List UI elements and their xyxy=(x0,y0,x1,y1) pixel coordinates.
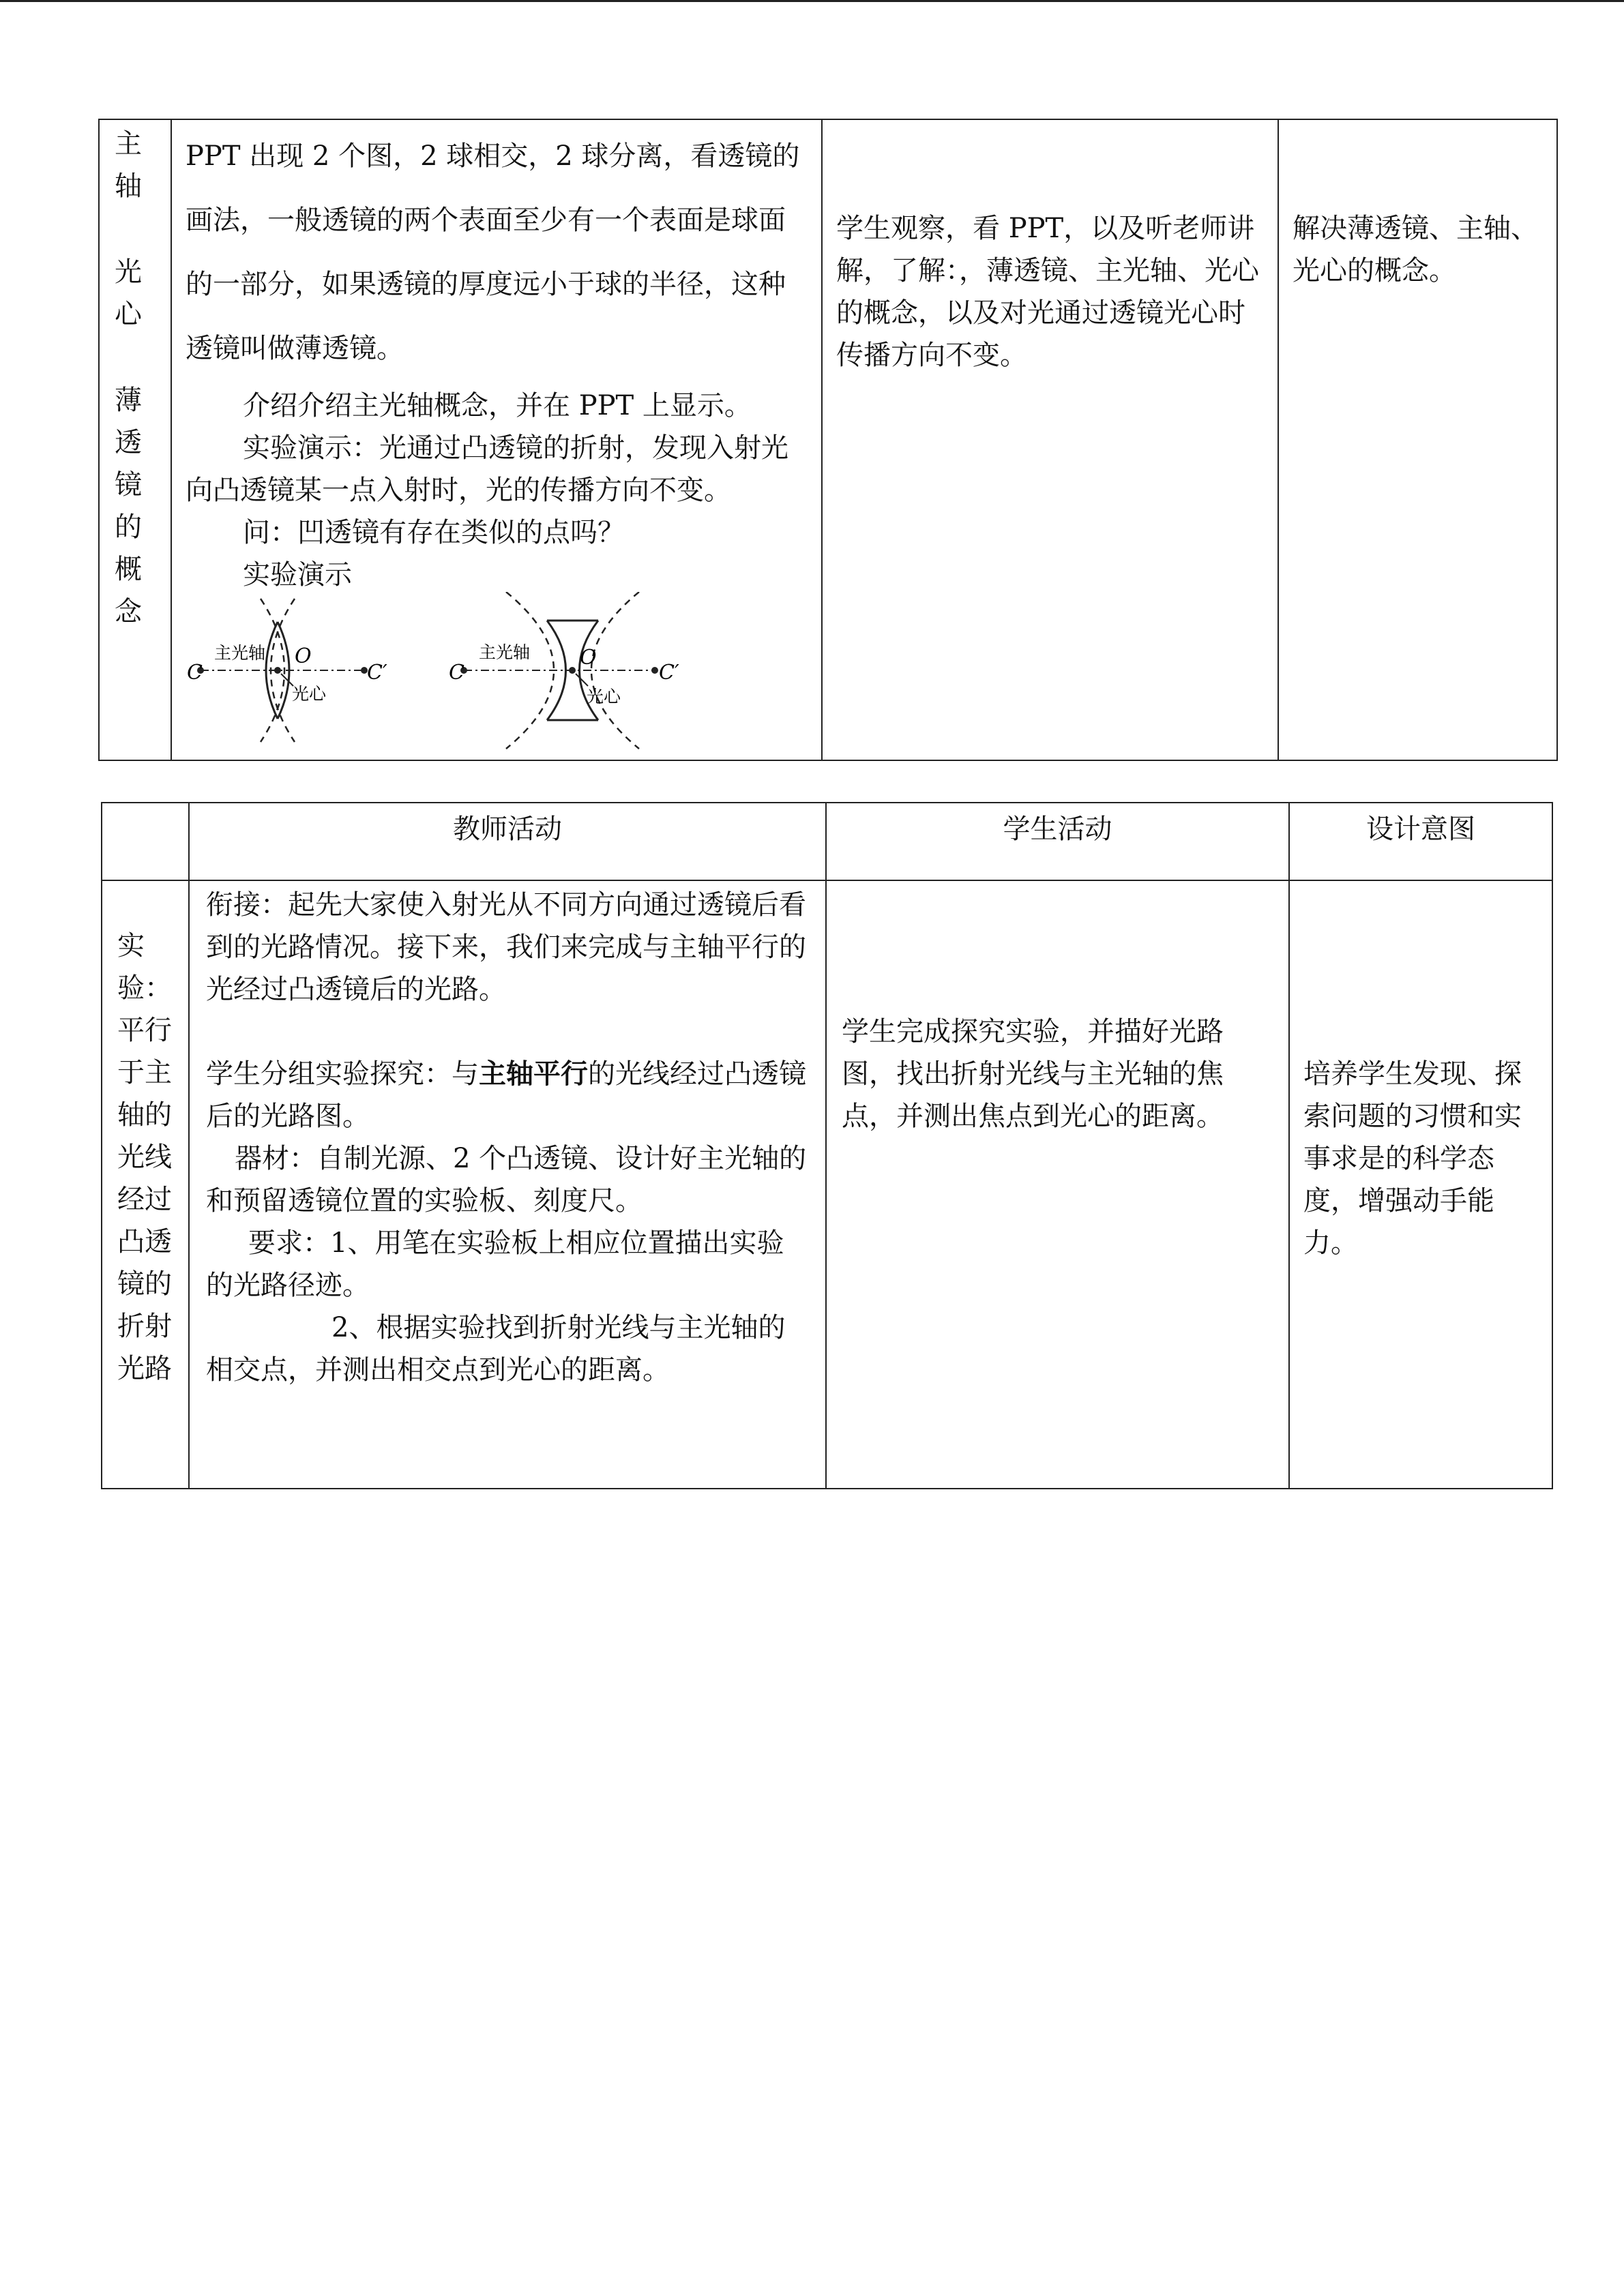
teacher-paragraph: 实验演示：光通过凸透镜的折射，发现入射光向凸透镜某一点入射时，光的传播方向不变。 xyxy=(186,432,788,506)
topic-char: 光 xyxy=(115,256,142,288)
topic-char: 验： xyxy=(117,972,172,1004)
topic-char: 心 xyxy=(115,299,142,330)
header-student-activity: 学生活动 xyxy=(826,803,1289,880)
focal-point-label: C′ xyxy=(367,661,387,685)
teacher-paragraph: 2、根据实验找到折射光线与主光轴的相交点，并测出相交点到光心的距离。 xyxy=(206,1312,786,1386)
topic-char: 念 xyxy=(115,596,142,627)
topic-char: 凸透 xyxy=(117,1226,172,1257)
teacher-text: 学生分组实验探究：与 xyxy=(206,1058,479,1090)
topic-char: 轴 xyxy=(115,170,142,202)
design-intent-text: 培养学生发现、探索问题的习惯和实事求是的科学态度，增强动手能力。 xyxy=(1303,1058,1522,1259)
convex-lens-figure xyxy=(187,599,387,742)
header-teacher-activity: 教师活动 xyxy=(189,803,826,880)
topic-char: 镜的 xyxy=(117,1268,172,1300)
teacher-paragraph: 介绍介绍主光轴概念，并在 PPT 上显示。 xyxy=(243,390,752,421)
design-intent-cell xyxy=(1278,119,1557,760)
topic-char: 实 xyxy=(117,930,145,961)
topic-char: 经过 xyxy=(117,1184,172,1215)
teacher-paragraph: 实验演示 xyxy=(243,559,352,591)
teacher-paragraph xyxy=(206,1053,809,1137)
row-topic-parallel-rays xyxy=(102,880,189,1489)
student-activity-text: 学生观察，看 PPT，以及听老师讲解，了解：，薄透镜、主光轴、光心的概念，以及对光通过透镜光心时传播方向不变。 xyxy=(836,213,1259,371)
concave-lens-figure xyxy=(449,592,679,749)
topic-char: 光线 xyxy=(117,1142,172,1173)
topic-char: 薄 xyxy=(115,385,142,416)
teacher-text: 的光线经过凸透镜后的光路图。 xyxy=(206,1058,806,1132)
teacher-paragraph: PPT 出现 2 个图，2 球相交，2 球分离，看透镜的画法，一般透镜的两个表面至少有一个表面是球面的一部分，如果透镜的厚度远小于球的半径，这种透镜叫做薄透镜。 xyxy=(186,140,800,364)
student-activity-cell xyxy=(826,880,1289,1489)
topic-char: 透 xyxy=(115,427,142,458)
topic-char: 概 xyxy=(115,554,142,585)
lesson-table-1 xyxy=(98,119,1558,761)
focal-point-label: C′ xyxy=(659,661,679,685)
student-activity-cell xyxy=(822,119,1278,760)
page-top-rule xyxy=(0,0,1624,2)
header-design-intent: 设计意图 xyxy=(1289,803,1552,880)
teacher-paragraph: 问：凹透镜有存在类似的点吗？ xyxy=(243,517,625,548)
teacher-paragraph: 器材：自制光源、2 个凸透镜、设计好主光轴的和预留透镜位置的实验板、刻度尺。 xyxy=(206,1143,807,1217)
topic-char: 折射 xyxy=(117,1311,172,1342)
teacher-paragraph: 要求：1、用笔在实验板上相应位置描出实验的光路径迹。 xyxy=(206,1227,784,1301)
design-intent-cell xyxy=(1289,880,1552,1489)
optical-center-label: O xyxy=(295,644,312,668)
emphasis-text: 主轴平行 xyxy=(479,1058,588,1090)
focal-point-label: C xyxy=(449,661,464,685)
lesson-table-2 xyxy=(101,802,1553,1489)
principal-axis-label: 主光轴 xyxy=(479,642,531,662)
topic-char: 主 xyxy=(115,128,142,160)
principal-axis-label: 主光轴 xyxy=(214,643,266,663)
optical-center-label: O xyxy=(580,646,597,670)
focal-point-label: C xyxy=(187,661,203,685)
header-blank-cell xyxy=(102,803,189,880)
design-intent-text: 解决薄透镜、主轴、光心的概念。 xyxy=(1293,213,1538,286)
topic-char: 的 xyxy=(115,511,142,543)
topic-char: 镜 xyxy=(115,469,142,501)
topic-char: 轴的 xyxy=(117,1099,172,1131)
topic-char: 于主 xyxy=(117,1057,172,1088)
student-activity-text: 学生完成探究实验，并描好光路图，找出折射光线与主光轴的焦点，并测出焦点到光心的距离。 xyxy=(842,1016,1224,1132)
optical-center-caption: 光心 xyxy=(587,687,621,706)
teacher-paragraph: 衔接：起先大家使入射光从不同方向通过透镜后看到的光路情况。接下来，我们来完成与主轴平行的光经过凸透镜后的光路。 xyxy=(206,889,806,1005)
lens-diagram xyxy=(186,592,745,756)
teacher-activity-cell xyxy=(189,880,826,1489)
topic-char: 光路 xyxy=(117,1353,172,1384)
row-topic-lens-concept xyxy=(99,119,171,760)
topic-char: 平行 xyxy=(117,1015,172,1046)
optical-center-caption: 光心 xyxy=(292,684,327,704)
teacher-activity-cell xyxy=(171,119,822,760)
